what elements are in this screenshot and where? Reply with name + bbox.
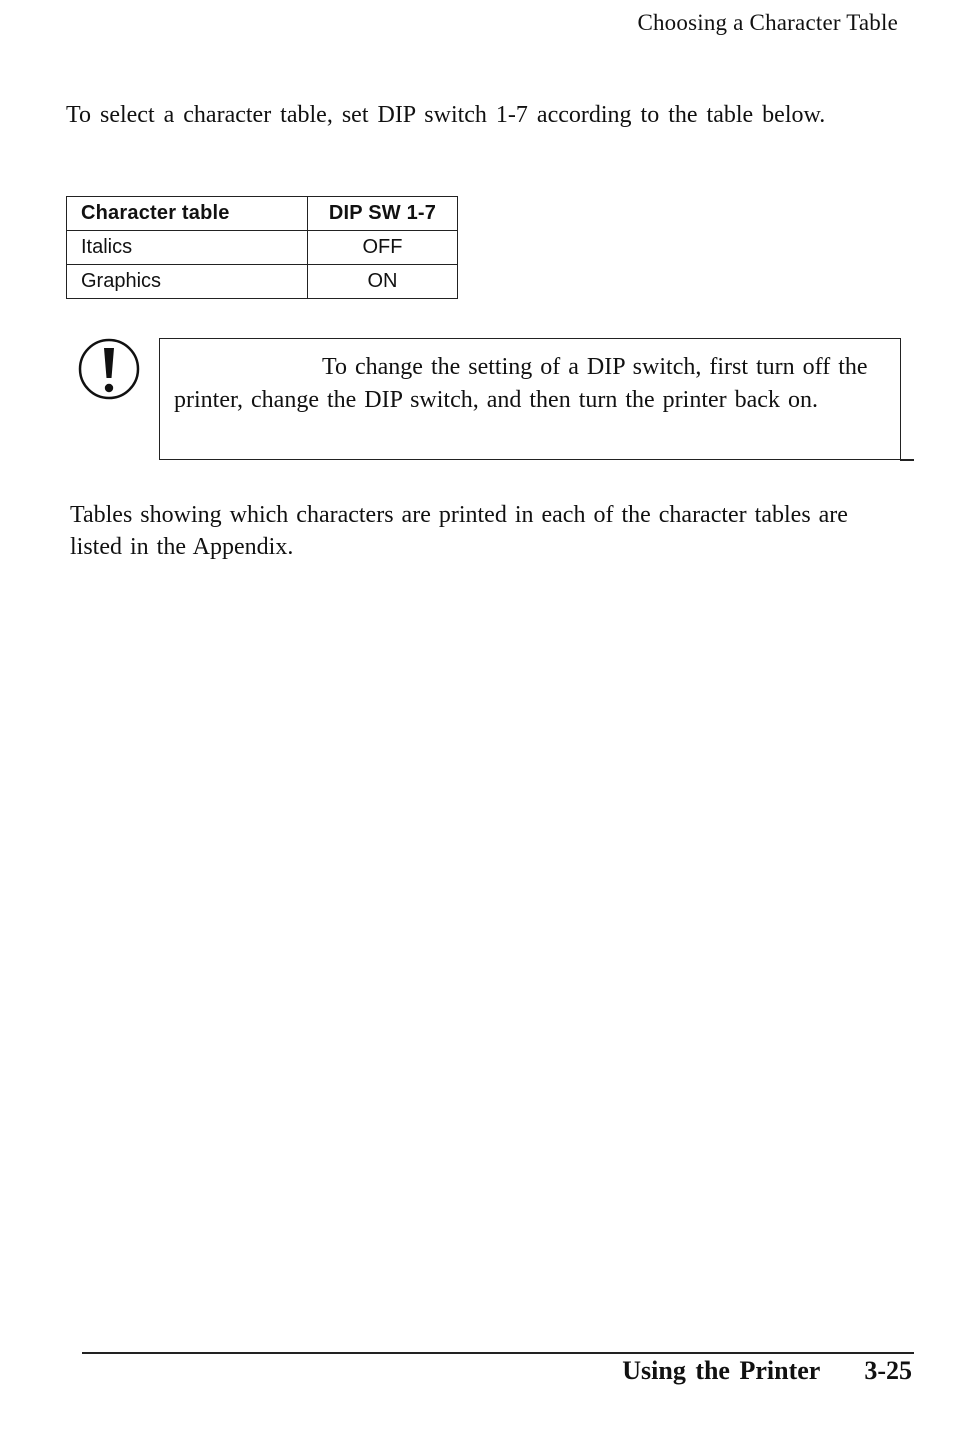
intro-paragraph: To select a character table, set DIP switch 1-7 according to the table below. (66, 102, 826, 128)
page-number: 3-25 (864, 1356, 912, 1385)
table-cell-character-table: Graphics (67, 265, 308, 299)
dip-switch-table (66, 196, 458, 299)
table-cell-dip-setting: OFF (308, 231, 458, 265)
column-header-dip-sw: DIP SW 1-7 (308, 197, 458, 231)
table-row (67, 231, 458, 265)
running-header: Choosing a Character Table (637, 10, 898, 35)
footer-section-title: Using the Printer (622, 1356, 821, 1385)
caution-message: To change the setting of a DIP switch, first turn off the printer, change the DIP switch, and then turn the printer back on. (174, 354, 868, 413)
caution-text (174, 351, 874, 417)
table-row (67, 265, 458, 299)
footer-rule (82, 1352, 914, 1354)
table-header-row (67, 197, 458, 231)
page-footer (622, 1356, 912, 1386)
caution-box-underline (900, 459, 914, 461)
exclamation-circle-icon (78, 338, 142, 402)
column-header-character-table: Character table (67, 197, 308, 231)
closing-paragraph: Tables showing which characters are printed in each of the character tables are listed in the Appendix. (70, 502, 848, 560)
table-cell-character-table: Italics (67, 231, 308, 265)
table-cell-dip-setting: ON (308, 265, 458, 299)
